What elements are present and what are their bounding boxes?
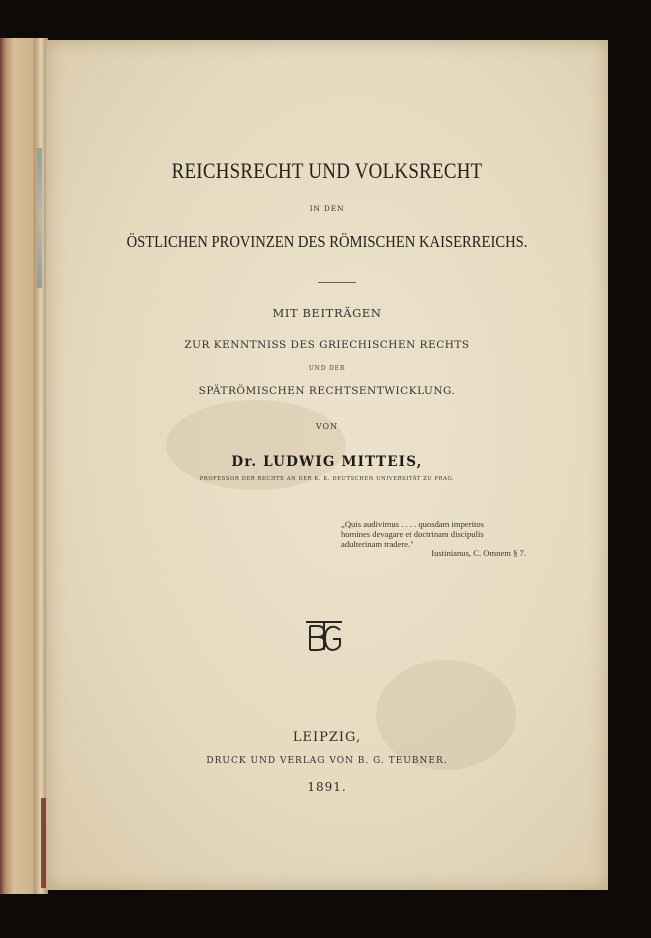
epigraph-line: adulterinam tradere." (341, 538, 414, 549)
epigraph-source: Iustinianus, C. Omnem § 7. (431, 548, 526, 559)
title-divider-rule (318, 282, 356, 283)
epigraph-line: homines devagare et doctrinam discipulis (341, 528, 484, 539)
publication-year: 1891. (307, 780, 347, 794)
subtitle-line-2: ZUR KENNTNISS DES GRIECHISCHEN RECHTS (184, 339, 470, 351)
author-by-line: VON (315, 422, 339, 431)
author-name: Dr. LUDWIG MITTEIS, (231, 454, 423, 470)
title-page (46, 40, 608, 890)
publisher-imprint: DRUCK UND VERLAG VON B. G. TEUBNER. (206, 756, 448, 766)
subtitle-line-1: MIT BEITRÄGEN (272, 306, 382, 320)
subtitle-line-3: SPÄTRÖMISCHEN RECHTSENTWICKLUNG. (198, 385, 456, 397)
author-affiliation: PROFESSOR DER RECHTE AN DER K. K. DEUTSCHEN UNIVERSITÄT ZU PRAG. (199, 476, 455, 482)
bgt-monogram-icon (304, 618, 344, 654)
book-title-connector: IN DEN (309, 204, 345, 213)
epigraph-quote (341, 520, 526, 559)
paper-stain (376, 660, 516, 770)
book-binding-edge (0, 38, 46, 894)
subtitle-connector: UND DER (308, 365, 346, 372)
book-title-line-2: ÖSTLICHEN PROVINZEN DES RÖMISCHEN KAISERREICHS. (126, 232, 528, 251)
epigraph-line: „Quis audivimus . . . . quosdam imperitos (341, 519, 484, 529)
book-title-line-1: REICHSRECHT UND VOLKSRECHT (171, 158, 483, 183)
spine-strip-blue (37, 148, 42, 288)
publication-place: LEIPZIG, (292, 730, 362, 745)
